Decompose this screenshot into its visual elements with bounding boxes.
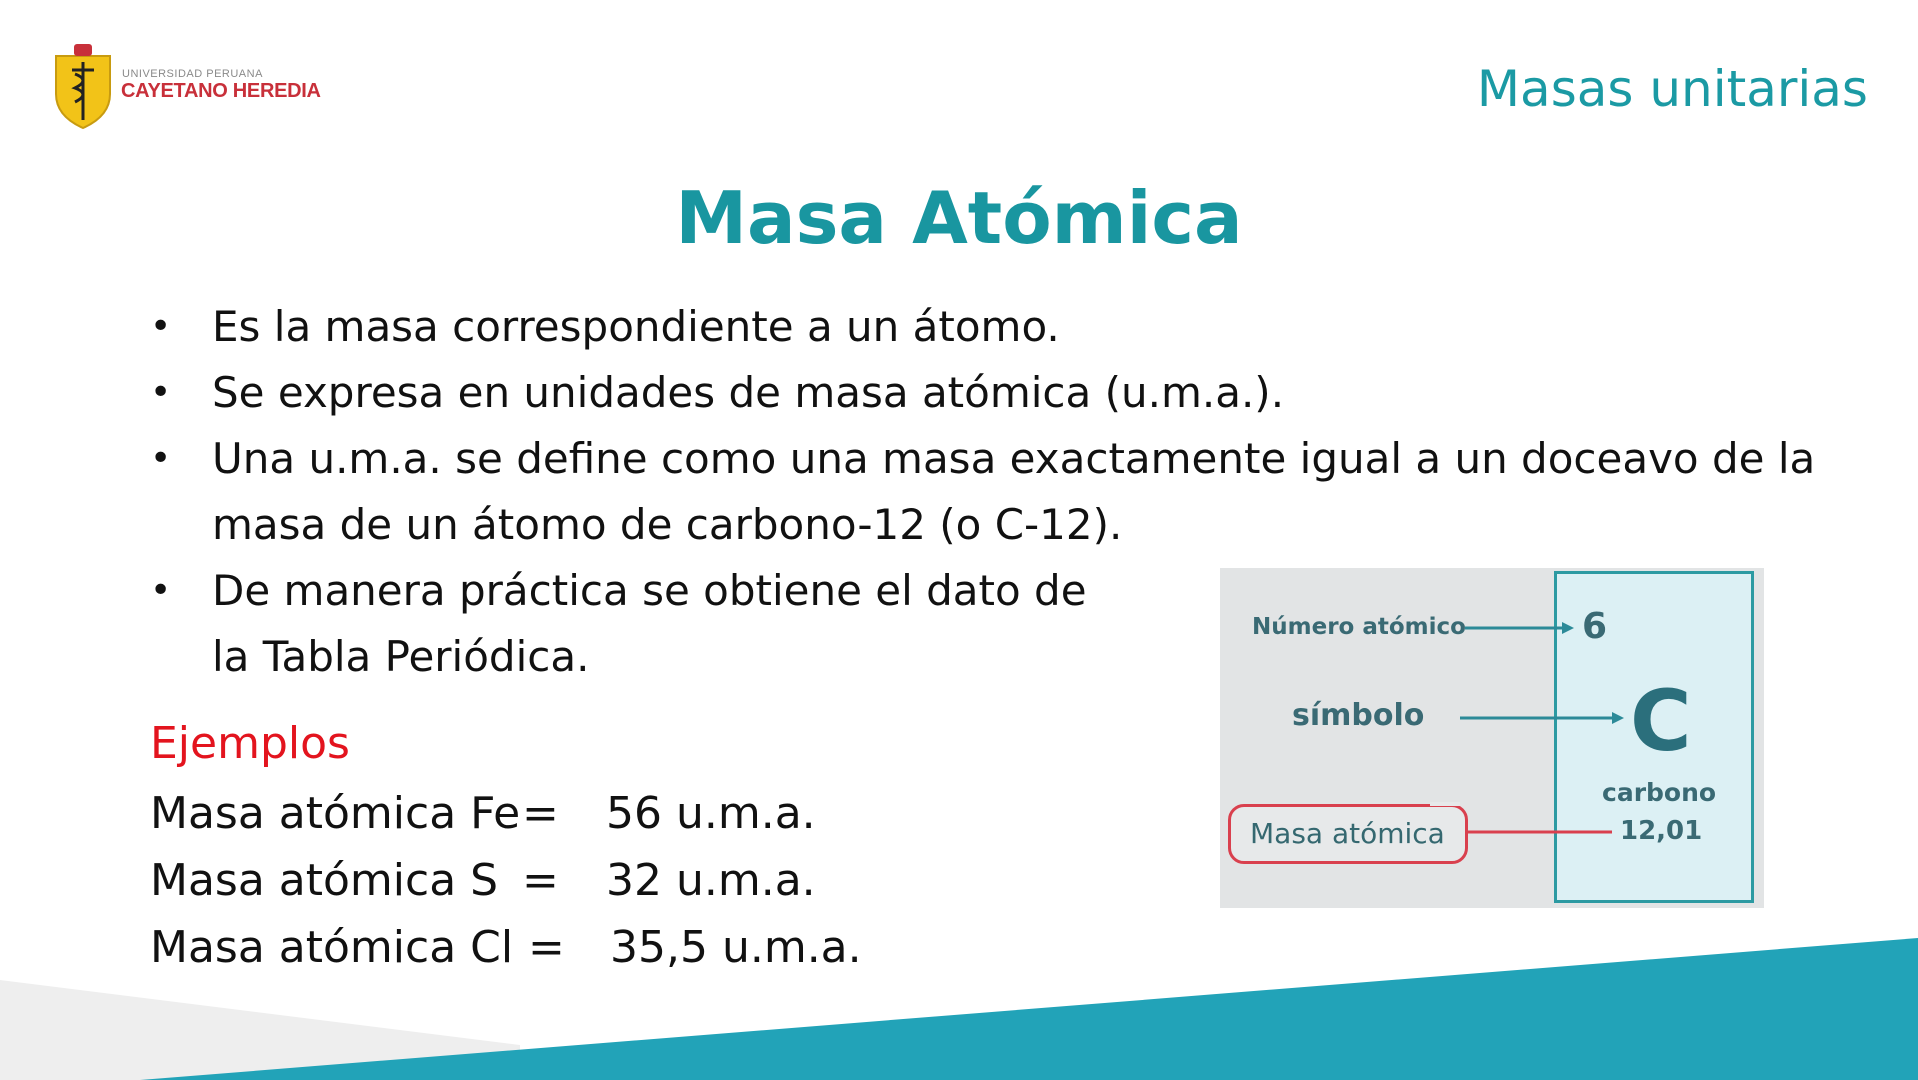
logo-text-main: CAYETANO HEREDIA — [121, 80, 321, 102]
atomic-mass-value: 12,01 — [1620, 816, 1703, 846]
example-value: 56 u.m.a. — [606, 788, 816, 839]
example-label: Masa atómica S — [150, 855, 499, 906]
university-crest-icon — [50, 42, 116, 130]
bullet-item: • De manera práctica se obtiene el dato de la Tabla Periódica. — [150, 558, 1132, 690]
symbol-label: símbolo — [1292, 698, 1425, 733]
periodic-element-figure — [1220, 568, 1764, 908]
section-title: Masas unitarias — [1476, 60, 1868, 118]
logo-text-top: UNIVERSIDAD PERUANA — [122, 68, 263, 80]
example-value: 35,5 u.m.a. — [610, 922, 862, 973]
bullet-item: • Se expresa en unidades de masa atómica (u.m.a.). — [150, 360, 1850, 426]
university-logo — [50, 42, 350, 132]
example-value: 32 u.m.a. — [606, 855, 816, 906]
atomic-number-label: Número atómico — [1252, 614, 1466, 640]
example-equals: = — [528, 922, 565, 973]
element-symbol: C — [1630, 672, 1692, 770]
example-label: Masa atómica Cl — [150, 922, 514, 973]
bullet-item: • Una u.m.a. se define como una masa exactamente igual a un doceavo de la masa de un átomo de carbono-12 (o C-12). — [150, 426, 1850, 558]
example-equals: = — [522, 788, 559, 839]
atomic-number-value: 6 — [1582, 606, 1608, 647]
mass-label: Masa atómica — [1250, 817, 1445, 850]
example-equals: = — [522, 855, 559, 906]
slide-title: Masa Atómica — [675, 176, 1243, 260]
bullet-item: • Es la masa correspondiente a un átomo. — [150, 294, 1850, 360]
element-name: carbono — [1602, 778, 1717, 807]
decorative-bottom-band — [0, 930, 1918, 1080]
example-label: Masa atómica Fe — [150, 788, 521, 839]
examples-heading: Ejemplos — [150, 718, 350, 769]
